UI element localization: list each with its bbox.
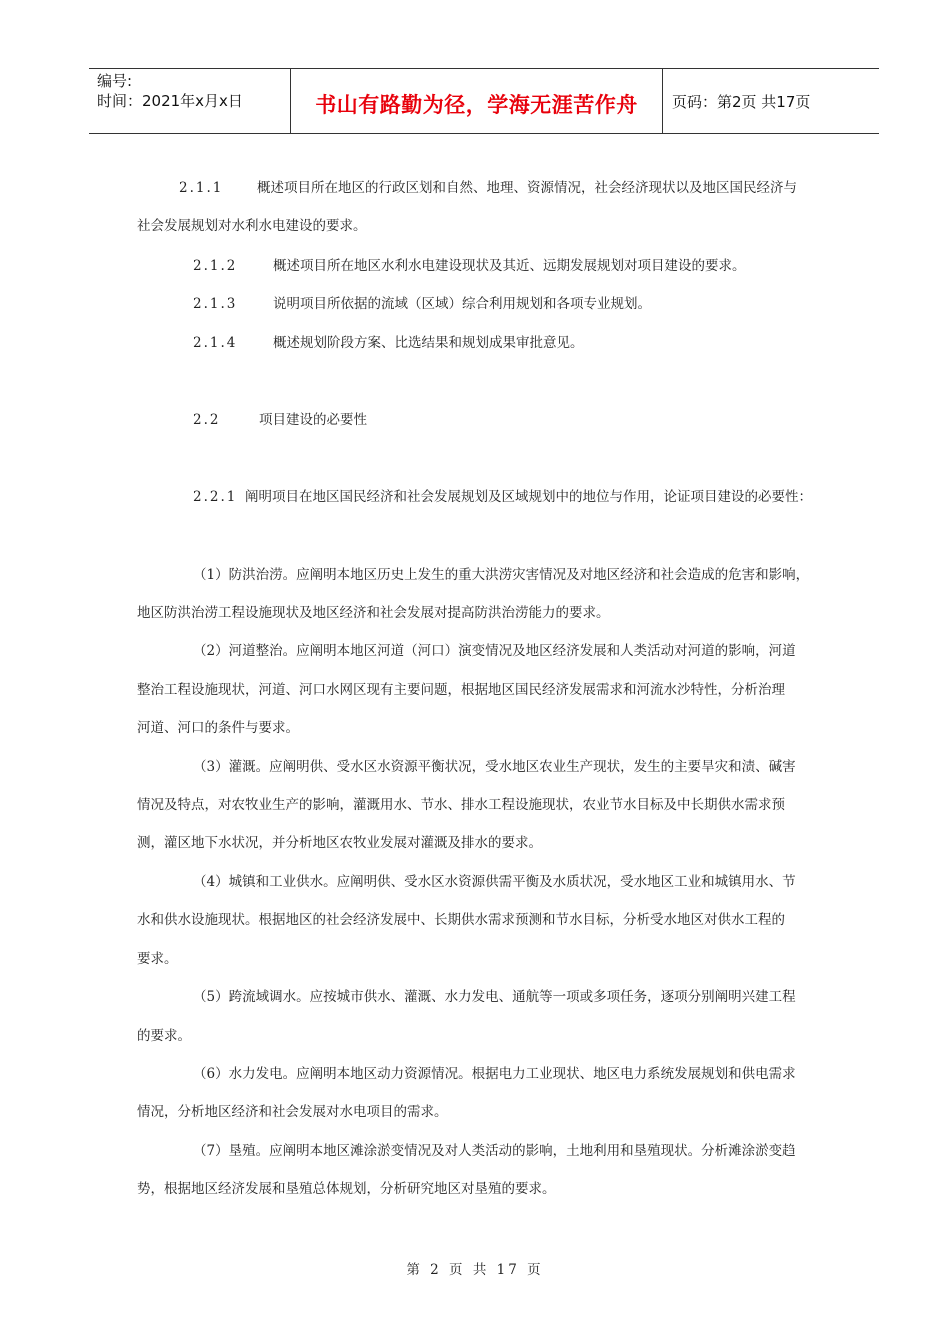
item-4-line: 要求。	[137, 951, 178, 967]
document-date: 时间：2021年x月x日	[97, 92, 243, 110]
header-page-info: 页码：第2页 共17页	[672, 93, 811, 111]
item-3-line: （3）灌溉。应阐明供、受水区水资源平衡状况，受水地区农业生产现状，发生的主要旱灾和渍、碱害	[193, 759, 796, 775]
item-6-line: 情况，分析地区经济和社会发展对水电项目的需求。	[137, 1104, 448, 1120]
item-4-line: 水和供水设施现状。根据地区的社会经济发展中、长期供水需求预测和节水目标，分析受水地区对供水工程的	[137, 912, 785, 928]
item-5-line: （5）跨流域调水。应按城市供水、灌溉、水力发电、通航等一项或多项任务，逐项分别阐明兴建工程	[193, 989, 796, 1005]
item-3-line: 测，灌区地下水状况，并分析地区农牧业发展对灌溉及排水的要求。	[137, 835, 542, 851]
section-2-1-2	[193, 256, 746, 276]
item-2-line: 整治工程设施现状，河道、河口水网区现有主要问题，根据地区国民经济发展需求和河流水沙特性，分析治理	[137, 682, 785, 698]
section-number: 2.1.4	[193, 335, 238, 351]
item-7-line: 势，根据地区经济发展和垦殖总体规划，分析研究地区对垦殖的要求。	[137, 1181, 556, 1197]
item-6-line: （6）水力发电。应阐明本地区动力资源情况。根据电力工业现状、地区电力系统发展规划和供电需求	[193, 1066, 796, 1082]
item-2-line: 河道、河口的条件与要求。	[137, 720, 299, 736]
header-divider	[662, 69, 663, 133]
item-4-line: （4）城镇和工业供水。应阐明供、受水区水资源供需平衡及水质状况，受水地区工业和城镇用水、节	[193, 874, 796, 890]
header-motto: 书山有路勤为径，学海无涯苦作舟	[315, 93, 638, 117]
section-text: 概述项目所在地区水利水电建设现状及其近、远期发展规划对项目建设的要求。	[273, 258, 746, 274]
item-2-line: （2）河道整治。应阐明本地区河道（河口）演变情况及地区经济发展和人类活动对河道的影响，河道	[193, 643, 796, 659]
section-2-1-3	[193, 294, 651, 314]
document-id-label: 编号:	[97, 72, 133, 90]
section-number: 2.2	[193, 412, 221, 428]
section-number: 2.2.1	[193, 489, 238, 505]
section-number: 2.1.2	[193, 258, 238, 274]
section-number: 2.1.1	[179, 180, 224, 196]
item-1-line: （1）防洪治涝。应阐明本地区历史上发生的重大洪涝灾害情况及对地区经济和社会造成的危害和影响，	[193, 567, 810, 583]
item-1-line: 地区防洪治涝工程设施现状及地区经济和社会发展对提高防洪治涝能力的要求。	[137, 605, 610, 621]
header-meta	[97, 71, 287, 111]
section-heading-text: 项目建设的必要性	[259, 412, 367, 428]
page-header	[89, 68, 879, 134]
section-text: 阐明项目在地区国民经济和社会发展规划及区域规划中的地位与作用，论证项目建设的必要性：	[245, 489, 812, 505]
item-7-line: （7）垦殖。应阐明本地区滩涂淤变情况及对人类活动的影响，土地利用和垦殖现状。分析滩涂淤变趋	[193, 1143, 796, 1159]
page-footer: 第 2 页 共 17 页	[406, 1262, 544, 1278]
section-text: 概述项目所在地区的行政区划和自然、地理、资源情况，社会经济现状以及地区国民经济与	[257, 180, 797, 196]
section-2-2-heading	[193, 410, 367, 430]
section-text: 概述规划阶段方案、比选结果和规划成果审批意见。	[273, 335, 584, 351]
section-2-1-1-continued: 社会发展规划对水利水电建设的要求。	[137, 218, 367, 234]
section-2-1-4	[193, 333, 584, 353]
item-3-line: 情况及特点，对农牧业生产的影响，灌溉用水、节水、排水工程设施现状，农业节水目标及中长期供水需求预	[137, 797, 785, 813]
section-2-1-1	[179, 178, 797, 198]
section-number: 2.1.3	[193, 296, 238, 312]
item-5-line: 的要求。	[137, 1028, 191, 1044]
section-text: 说明项目所依据的流域（区域）综合利用规划和各项专业规划。	[273, 296, 651, 312]
section-2-2-1	[193, 487, 812, 507]
